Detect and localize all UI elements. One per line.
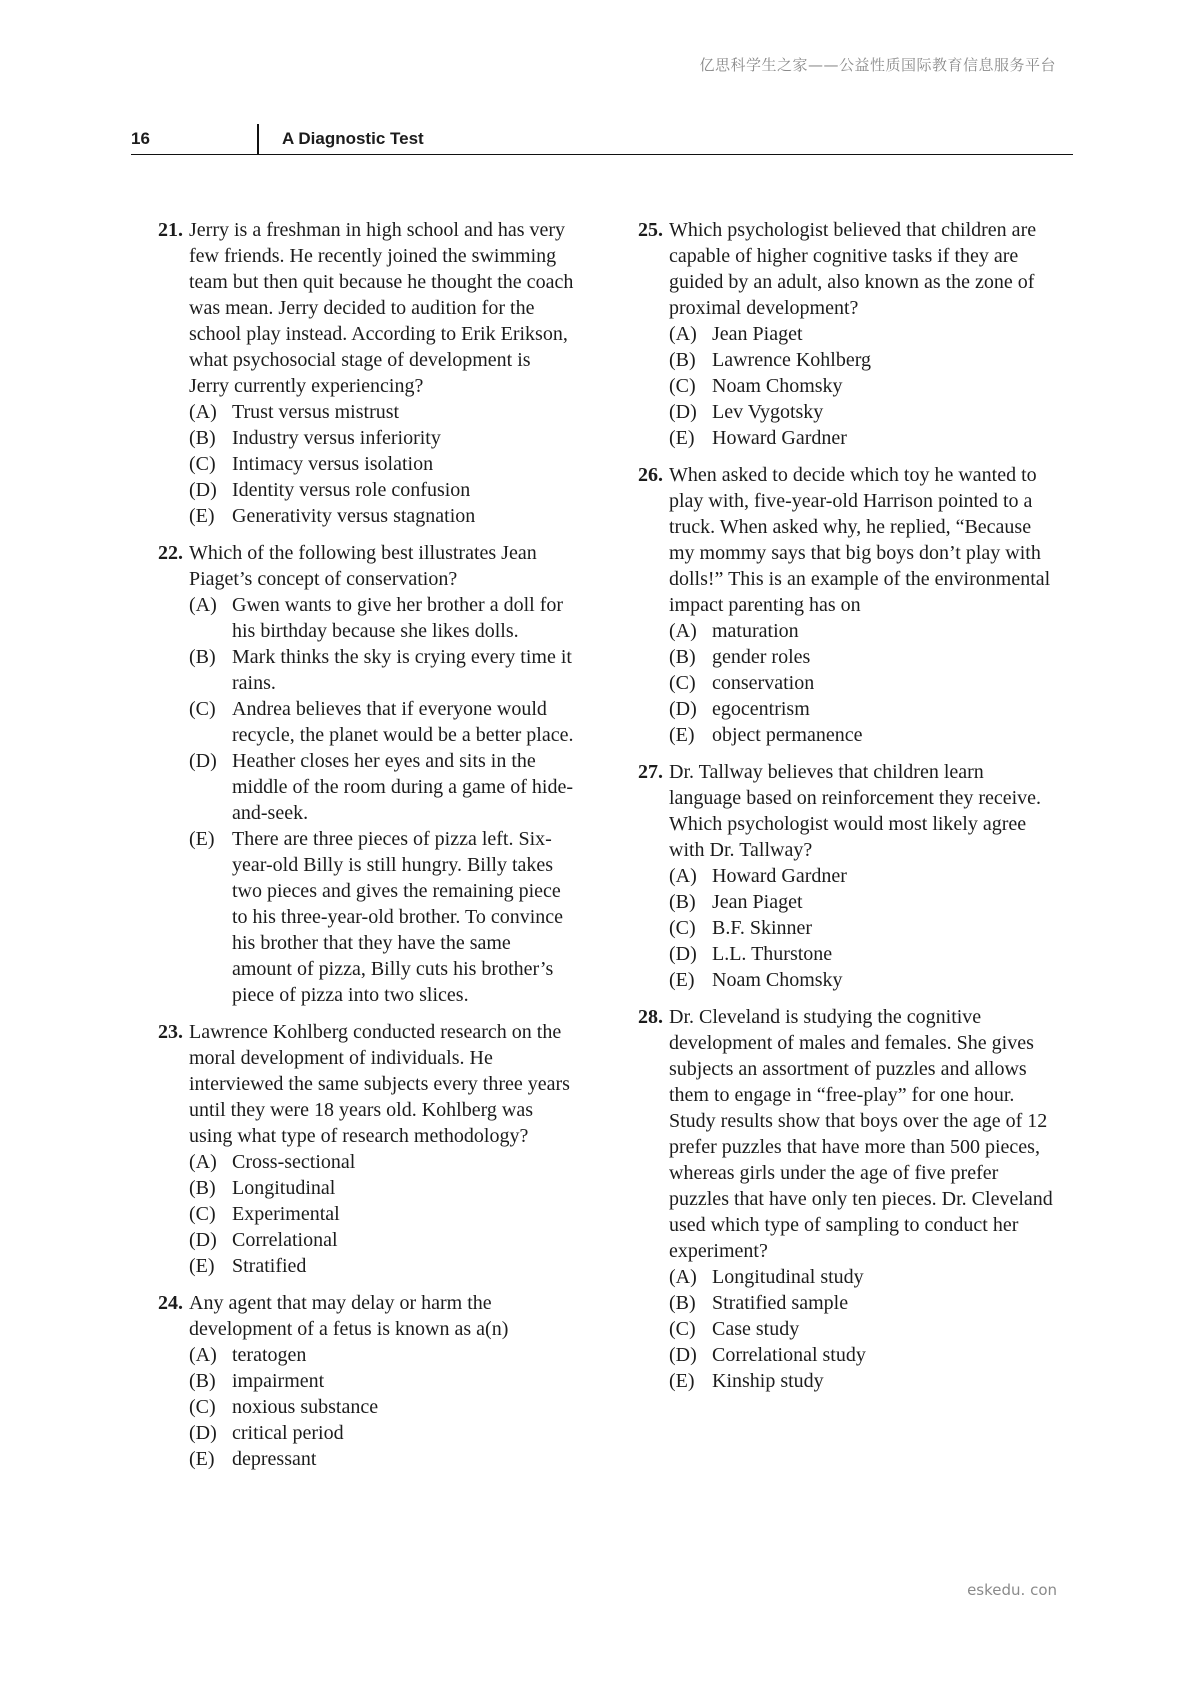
question-stem: [625, 1004, 1055, 1264]
question-28: [625, 1004, 1055, 1394]
choice-letter: (A): [669, 1266, 697, 1288]
answer-choices: [145, 399, 575, 529]
choice-text: Noam Chomsky: [712, 969, 843, 991]
choice-text: gender roles: [712, 646, 811, 668]
choice-letter: (C): [189, 453, 216, 475]
choice-text: Industry versus inferiority: [232, 427, 441, 449]
answer-choices: [625, 321, 1055, 451]
choice-letter: (C): [669, 1318, 696, 1340]
choice-text: Experimental: [232, 1203, 340, 1225]
choice-text: Generativity versus stagnation: [232, 505, 476, 527]
question-stem: [625, 759, 1055, 863]
answer-choices: [625, 1264, 1055, 1394]
question-number: 23.: [158, 1021, 183, 1043]
choice-letter: (A): [189, 1151, 217, 1173]
choice-text: B.F. Skinner: [712, 917, 813, 939]
question-27: [625, 759, 1055, 993]
choice-text: L.L. Thurstone: [712, 943, 833, 965]
question-stem: [145, 217, 575, 399]
answer-choice: [625, 321, 1055, 347]
choice-text: impairment: [232, 1370, 325, 1392]
choice-letter: (D): [189, 750, 217, 772]
answer-choice: [625, 941, 1055, 967]
choice-letter: (D): [669, 698, 697, 720]
choice-text: Case study: [712, 1318, 800, 1340]
question-26: [625, 462, 1055, 748]
choice-text: Lawrence Kohlberg: [712, 349, 872, 371]
question-number: 25.: [638, 219, 663, 241]
choice-text: Intimacy versus isolation: [232, 453, 434, 475]
answer-choice: [625, 399, 1055, 425]
choice-text: teratogen: [232, 1344, 307, 1366]
answer-choice: [625, 1368, 1055, 1394]
choice-letter: (B): [669, 349, 696, 371]
choice-letter: (A): [189, 401, 217, 423]
choice-text: Noam Chomsky: [712, 375, 843, 397]
choice-letter: (B): [669, 1292, 696, 1314]
answer-choice: [625, 1264, 1055, 1290]
choice-letter: (A): [669, 620, 697, 642]
choice-letter: (E): [189, 828, 215, 850]
choice-letter: (E): [669, 427, 695, 449]
answer-choice: [625, 1290, 1055, 1316]
answer-choice: [145, 644, 575, 696]
question-stem: [145, 1019, 575, 1149]
choice-letter: (A): [669, 323, 697, 345]
answer-choice: [625, 696, 1055, 722]
answer-choices: [145, 592, 575, 1008]
choice-letter: (E): [669, 1370, 695, 1392]
choice-text: Mark thinks the sky is crying every time it rains.: [232, 646, 572, 694]
choice-letter: (E): [189, 1448, 215, 1470]
question-text: Which psychologist believed that children are capable of higher cognitive tasks if they are guided by an adult, also known as the zone of proximal development?: [669, 219, 1037, 319]
choice-text: Stratified: [232, 1255, 307, 1277]
answer-choice: [625, 644, 1055, 670]
choice-text: Heather closes her eyes and sits in the middle of the room during a game of hide-and-seek.: [232, 750, 574, 824]
answer-choices: [145, 1342, 575, 1472]
question-22: [145, 540, 575, 1008]
choice-letter: (B): [669, 646, 696, 668]
choice-letter: (D): [669, 401, 697, 423]
watermark-top: 亿思科学生之家——公益性质国际教育信息服务平台: [699, 56, 1056, 74]
question-25: [625, 217, 1055, 451]
choice-text: Longitudinal: [232, 1177, 336, 1199]
answer-choice: [145, 1149, 575, 1175]
choice-text: Cross-sectional: [232, 1151, 356, 1173]
answer-choice: [145, 425, 575, 451]
choice-letter: (D): [189, 1229, 217, 1251]
answer-choice: [625, 863, 1055, 889]
choice-letter: (E): [189, 505, 215, 527]
choice-text: Lev Vygotsky: [712, 401, 824, 423]
answer-choice: [145, 1394, 575, 1420]
choice-text: Identity versus role confusion: [232, 479, 471, 501]
choice-text: noxious substance: [232, 1396, 379, 1418]
question-text: When asked to decide which toy he wanted to play with, five-year-old Harrison pointed to a truck. When asked why, he replied, “Because my mommy says that big boys don’t play with dolls!” This is an example of the environmental impact parenting has on: [669, 464, 1051, 616]
page-number: 16: [131, 129, 150, 148]
choice-letter: (B): [669, 891, 696, 913]
choice-letter: (D): [669, 943, 697, 965]
choice-letter: (C): [669, 917, 696, 939]
running-head: [131, 124, 1073, 155]
choice-letter: (E): [669, 724, 695, 746]
question-text: Dr. Cleveland is studying the cognitive development of males and females. She gives subjects an assortment of puzzles and allows them to engage in “free-play” for one hour. Study results show that boys over the age of 12 prefer puzzles that have more than 500 pieces, whereas girls under the age of five prefer puzzles that have only ten pieces. Dr. Cleveland used which type of sampling to conduct her experiment?: [669, 1006, 1053, 1262]
choice-text: Andrea believes that if everyone would recycle, the planet would be a better place.: [232, 698, 574, 746]
answer-choice: [145, 1175, 575, 1201]
question-number: 26.: [638, 464, 663, 486]
answer-choice: [625, 618, 1055, 644]
choice-letter: (E): [669, 969, 695, 991]
answer-choice: [625, 1316, 1055, 1342]
answer-choice: [145, 1446, 575, 1472]
choice-letter: (C): [189, 698, 216, 720]
choice-text: Correlational study: [712, 1344, 866, 1366]
choice-letter: (C): [669, 672, 696, 694]
question-number: 22.: [158, 542, 183, 564]
question-number: 27.: [638, 761, 663, 783]
question-stem: [625, 217, 1055, 321]
answer-choice: [625, 347, 1055, 373]
answer-choice: [145, 399, 575, 425]
choice-letter: (B): [189, 1177, 216, 1199]
question-text: Jerry is a freshman in high school and has very few friends. He recently joined the swimming team but then quit because he thought the coach was mean. Jerry decided to audition for the school play instead. According to Erik Erikson, what psychosocial stage of development is Jerry currently experiencing?: [189, 219, 574, 397]
question-number: 21.: [158, 219, 183, 241]
question-21: [145, 217, 575, 529]
choice-text: Longitudinal study: [712, 1266, 864, 1288]
answer-choice: [625, 889, 1055, 915]
choice-text: Stratified sample: [712, 1292, 849, 1314]
choice-text: There are three pieces of pizza left. Six-year-old Billy is still hungry. Billy takes two pieces and gives the remaining piece to his three-year-old brother. To convince his brother that they have the same amount of pizza, Billy cuts his brother’s piece of pizza into two slices.: [232, 828, 564, 1006]
choice-letter: (D): [189, 479, 217, 501]
answer-choice: [625, 1342, 1055, 1368]
answer-choice: [625, 373, 1055, 399]
choice-letter: (A): [189, 1344, 217, 1366]
choice-letter: (A): [189, 594, 217, 616]
question-number: 28.: [638, 1006, 663, 1028]
question-text: Lawrence Kohlberg conducted research on the moral development of individuals. He interviewed the same subjects every three years until they were 18 years old. Kohlberg was using what type of research methodology?: [189, 1021, 570, 1147]
answer-choices: [145, 1149, 575, 1279]
answer-choice: [145, 826, 575, 1008]
answer-choice: [145, 451, 575, 477]
answer-choice: [145, 592, 575, 644]
choice-text: Correlational: [232, 1229, 338, 1251]
answer-choices: [625, 863, 1055, 993]
choice-text: maturation: [712, 620, 799, 642]
question-23: [145, 1019, 575, 1279]
choice-letter: (D): [669, 1344, 697, 1366]
choice-letter: (B): [189, 1370, 216, 1392]
question-text: Any agent that may delay or harm the development of a fetus is known as a(n): [189, 1292, 509, 1340]
answer-choice: [145, 1342, 575, 1368]
column-left: [145, 217, 575, 1483]
answer-choice: [625, 722, 1055, 748]
choice-letter: (C): [189, 1396, 216, 1418]
answer-choice: [145, 1368, 575, 1394]
question-24: [145, 1290, 575, 1472]
choice-letter: (D): [189, 1422, 217, 1444]
choice-text: Trust versus mistrust: [232, 401, 400, 423]
choice-letter: (C): [189, 1203, 216, 1225]
choice-text: Jean Piaget: [712, 891, 803, 913]
question-stem: [145, 1290, 575, 1342]
answer-choice: [145, 696, 575, 748]
choice-text: Gwen wants to give her brother a doll for his birthday because she likes dolls.: [232, 594, 564, 642]
answer-choice: [145, 477, 575, 503]
choice-text: conservation: [712, 672, 815, 694]
section-title: A Diagnostic Test: [282, 129, 424, 148]
choice-letter: (C): [669, 375, 696, 397]
answer-choice: [145, 503, 575, 529]
choice-text: critical period: [232, 1422, 344, 1444]
answer-choice: [625, 915, 1055, 941]
question-stem: [145, 540, 575, 592]
choice-text: Howard Gardner: [712, 865, 847, 887]
choice-letter: (A): [669, 865, 697, 887]
header-divider: [257, 124, 259, 154]
choice-letter: (B): [189, 427, 216, 449]
answer-choice: [625, 425, 1055, 451]
choice-text: depressant: [232, 1448, 317, 1470]
choice-text: Kinship study: [712, 1370, 824, 1392]
choice-text: object permanence: [712, 724, 863, 746]
answer-choice: [145, 1227, 575, 1253]
question-text: Which of the following best illustrates Jean Piaget’s concept of conservation?: [189, 542, 537, 590]
answer-choice: [145, 748, 575, 826]
watermark-bottom: eskedu. con: [967, 1581, 1057, 1599]
choice-text: Jean Piaget: [712, 323, 803, 345]
answer-choices: [625, 618, 1055, 748]
question-number: 24.: [158, 1292, 183, 1314]
choice-text: Howard Gardner: [712, 427, 847, 449]
choice-letter: (B): [189, 646, 216, 668]
choice-letter: (E): [189, 1255, 215, 1277]
column-right: [625, 217, 1055, 1405]
question-stem: [625, 462, 1055, 618]
answer-choice: [145, 1253, 575, 1279]
answer-choice: [625, 967, 1055, 993]
answer-choice: [145, 1420, 575, 1446]
answer-choice: [145, 1201, 575, 1227]
choice-text: egocentrism: [712, 698, 810, 720]
question-text: Dr. Tallway believes that children learn language based on reinforcement they receive. Which psychologist would most likely agree with Dr. Tallway?: [669, 761, 1042, 861]
answer-choice: [625, 670, 1055, 696]
